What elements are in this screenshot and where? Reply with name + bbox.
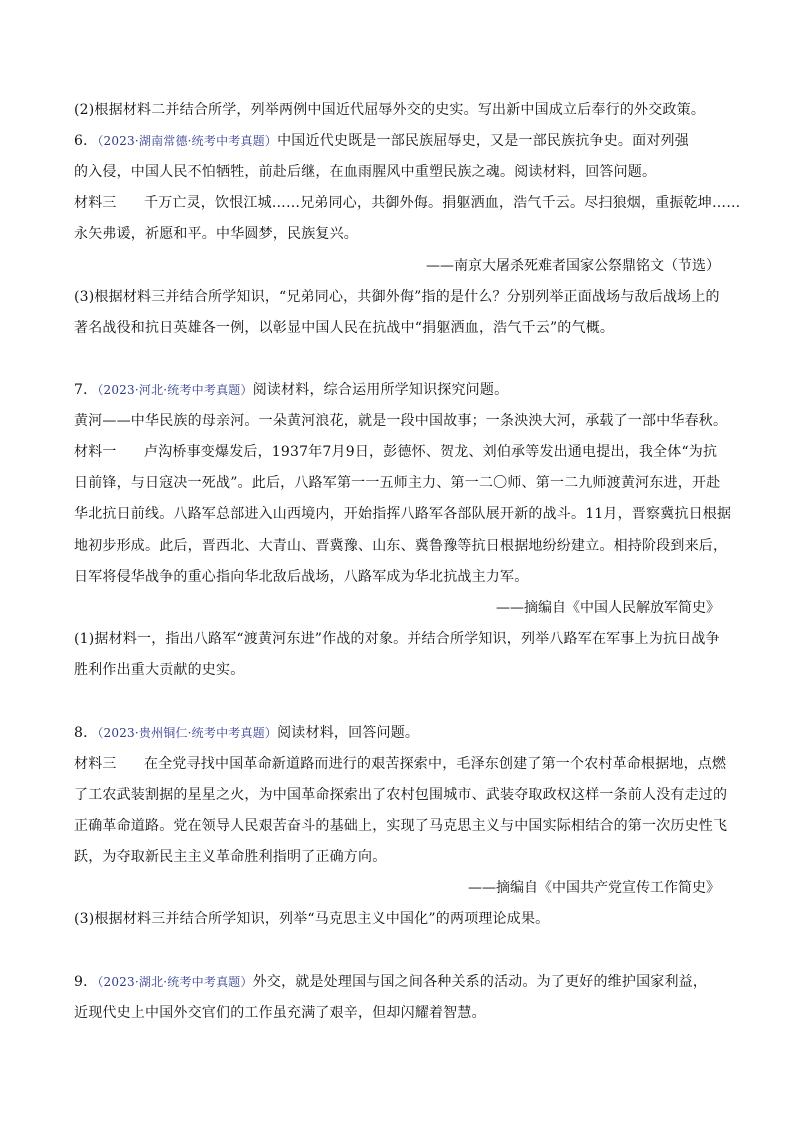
q7-material-line-2: 日前锋，与日寇决一死战”。此后，八路军第一一五师主力、第一二〇师、第一二九师渡黄河东进，开赴: [74, 475, 721, 491]
q6-material-label: 材料三: [74, 195, 117, 211]
q8-source-tag[interactable]: （2023·贵州铜仁·统考中考真题）: [97, 726, 278, 740]
q7-theme: 黄河——中华民族的母亲河。一朵黄河浪花，就是一段中国故事；一条泱泱大河，承载了一部中华春秋。: [74, 413, 728, 429]
q6-subquestion-3-line-2: 著名战役和抗日英雄各一例，以彰显中国人民在抗战中“捐躯洒血，浩气千云”的气概。: [74, 320, 615, 336]
q6-subquestion-3-line-1: (3)根据材料三并结合所学知识，“兄弟同心，共御外侮”指的是什么？分别列举正面战场与敌后战场上的: [74, 289, 720, 305]
q8-material-label: 材料三: [74, 756, 117, 772]
q9-intro-1: 外交，就是处理国与国之间各种关系的活动。为了更好的维护国家利益，: [252, 974, 708, 990]
q8-subquestion-3: (3)根据材料三并结合所学知识，列举“马克思主义中国化”的两项理论成果。: [74, 911, 550, 927]
q8-intro: 阅读材料，回答问题。: [277, 725, 420, 741]
q6-header: [74, 131, 724, 151]
q7-source-tag[interactable]: （2023·河北·统考中考真题）: [97, 383, 253, 397]
q7-header: [74, 380, 724, 400]
q8-number: 8．: [74, 725, 98, 741]
q7-material-line-3: 华北抗日前线。八路军总部进入山西境内，开始指挥八路军各部队展开新的战斗。11月，晋察冀抗日根据: [74, 506, 732, 522]
q7-intro: 阅读材料，综合运用所学知识探究问题。: [252, 382, 509, 398]
q9-number: 9．: [74, 974, 98, 990]
q8-material-line-4: 跃，为夺取新民主主义革命胜利指明了正确方向。: [74, 849, 387, 865]
q5-subquestion-2: (2)根据材料二并结合所学，列举两例中国近代屈辱外交的史实。写出新中国成立后奉行的外交政策。: [74, 102, 706, 118]
q9-source-tag[interactable]: （2023·湖北·统考中考真题）: [97, 975, 253, 989]
q7-number: 7．: [74, 382, 98, 398]
q7-material-text-1: 卢沟桥事变爆发后，1937年7月9日，彭德怀、贺龙、刘伯承等发出通电提出，我全体“为抗: [144, 444, 718, 460]
q8-header: [74, 723, 724, 743]
q6-source-tag[interactable]: （2023·湖南常德·统考中考真题）: [97, 134, 278, 148]
q8-material-line-2: 了工农武装割据的星星之火，为中国革命探索出了农村包围城市、武装夺取政权这样一条前人没有走过的: [74, 787, 728, 803]
q9-header: [74, 972, 724, 992]
q6-material-line-1: [74, 193, 741, 213]
q8-material-source: ——摘编自《中国共产党宣传工作简史》: [468, 880, 720, 896]
q6-intro-1: 中国近代史既是一部民族屈辱史，又是一部民族抗争史。面对列强: [277, 133, 689, 149]
q8-material-line-1: [74, 754, 727, 774]
q7-material-line-1: [74, 442, 724, 462]
q8-material-line-3: 正确革命道路。党在领导人民艰苦奋斗的基础上，实现了马克思主义与中国实际相结合的第一次历史性飞: [74, 818, 728, 834]
q8-material-text-1: 在全党寻找中国革命新道路而进行的艰苦探索中，毛泽东创建了第一个农村革命根据地，点燃: [144, 756, 727, 772]
q6-material-source: ——南京大屠杀死难者国家公祭鼎铭文（节选）: [426, 258, 720, 274]
q6-material-text-1: 千万亡灵，饮恨江城……兄弟同心，共御外侮。捐躯洒血，浩气千云。尽扫狼烟，重振乾坤……: [144, 195, 741, 211]
q7-material-source: ——摘编自《中国人民解放军简史》: [496, 600, 720, 616]
q7-material-line-5: 日军将侵华战争的重心指向华北敌后战场，八路军成为华北抗战主力军。: [74, 569, 529, 585]
q7-subquestion-1-line-2: 胜利作出重大贡献的史实。: [74, 662, 245, 678]
q7-material-line-4: 地初步形成。此后，晋西北、大青山、晋冀豫、山东、冀鲁豫等抗日根据地纷纷建立。相持阶段到来后，: [74, 538, 728, 554]
q7-subquestion-1-line-1: (1)据材料一，指出八路军“渡黄河东进”作战的对象。并结合所学知识，列举八路军在军事上为抗日战争: [74, 631, 720, 647]
q7-material-label: 材料一: [74, 444, 117, 460]
q6-intro-2: 的入侵，中国人民不怕牺牲，前赴后继，在血雨腥风中重塑民族之魂。阅读材料，回答问题。: [74, 164, 657, 180]
q9-intro-2: 近现代史上中国外交官们的工作虽充满了艰辛，但却闪耀着智慧。: [74, 1005, 486, 1021]
q6-material-line-2: 永矢弗谖，祈愿和平。中华圆梦，民族复兴。: [74, 226, 358, 242]
q6-number: 6．: [74, 133, 98, 149]
